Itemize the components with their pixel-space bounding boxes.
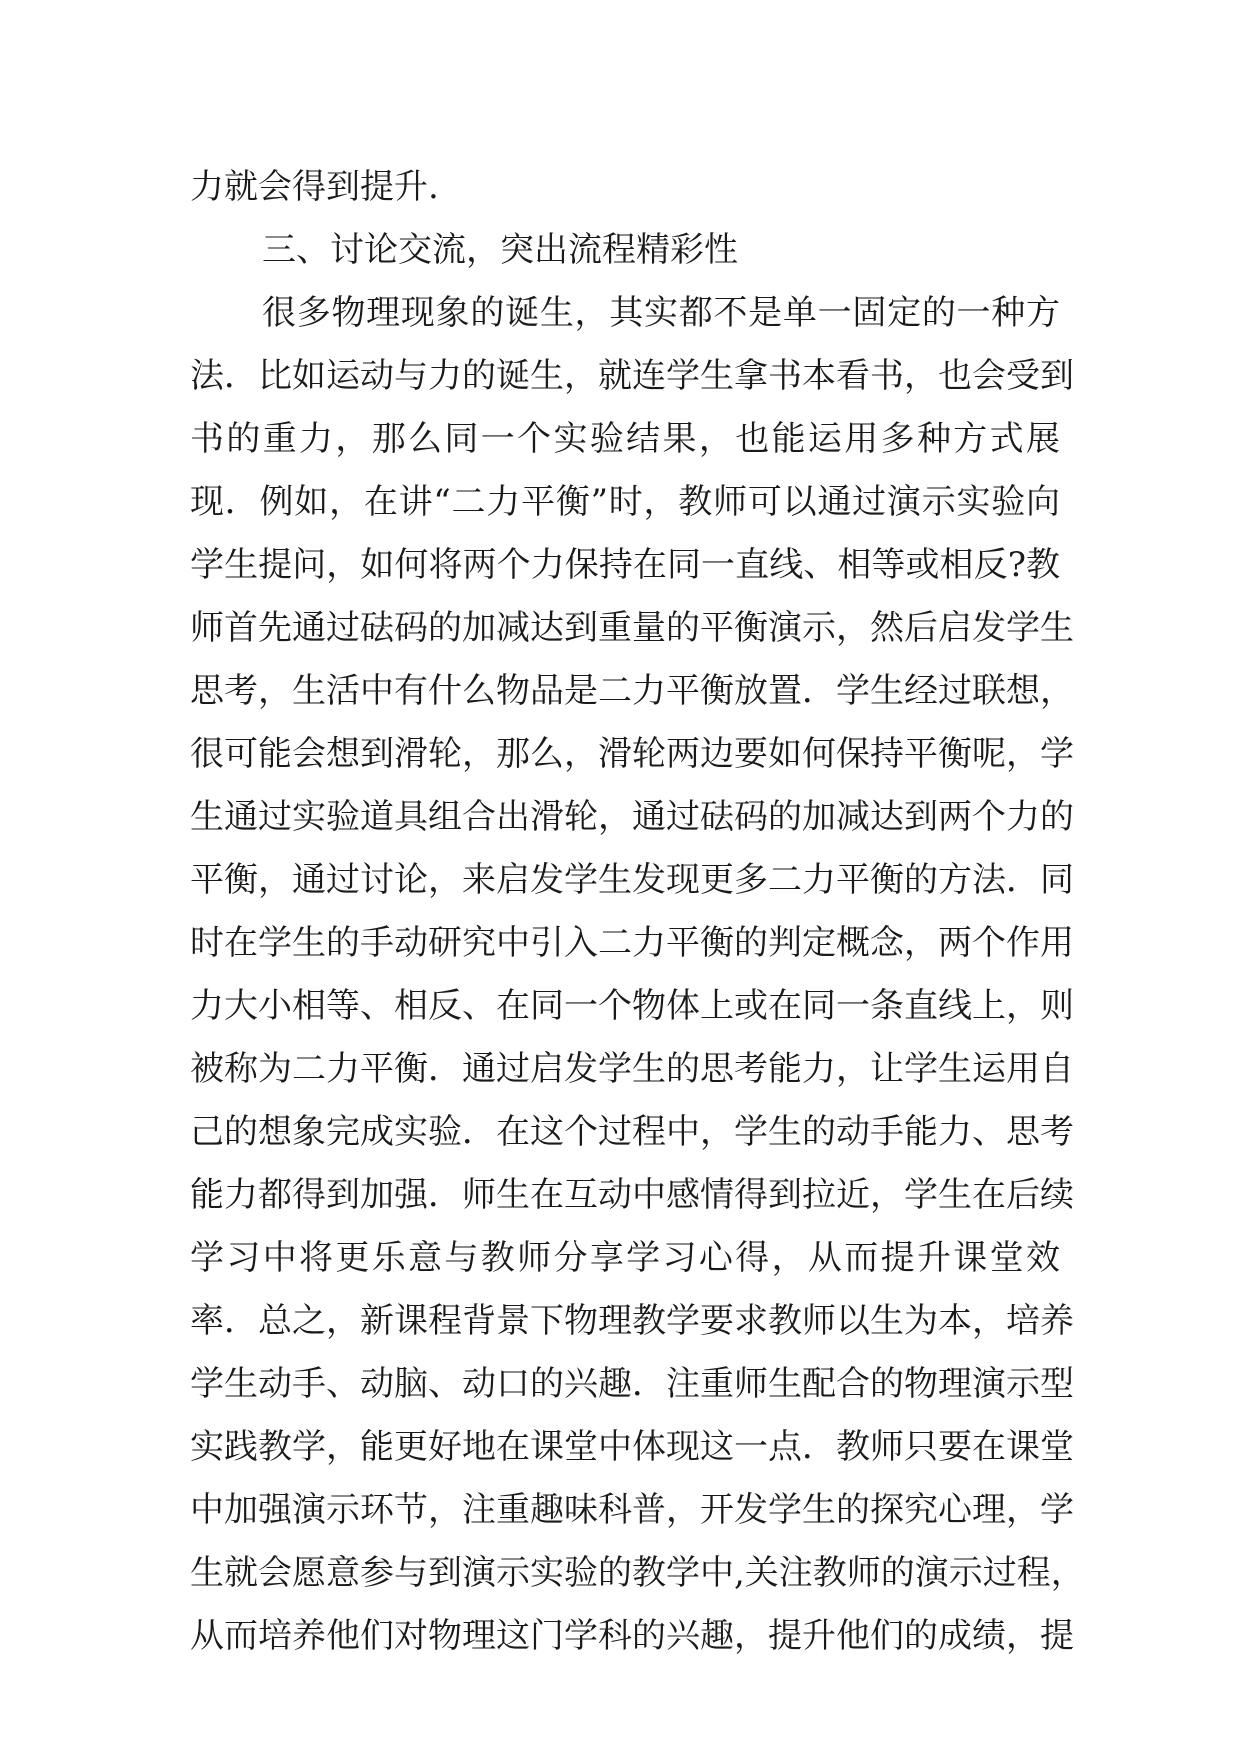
- text-line-12: 平衡，通过讨论，来启发学生发现更多二力平衡的方法．同: [190, 860, 1074, 900]
- text-line-11: 生通过实验道具组合出滑轮，通过砝码的加减达到两个力的: [190, 797, 1074, 837]
- text-line-3: 很多物理现象的诞生，其实都不是单一固定的一种方: [262, 293, 1060, 333]
- text-line-18: 学习中将更乐意与教师分享学习心得，从而提升课堂效: [190, 1238, 1060, 1278]
- text-line-7: 学生提问，如何将两个力保持在同一直线、相等或相反?教: [190, 545, 1060, 585]
- text-line-24: 从而培养他们对物理这门学科的兴趣，提升他们的成绩，提: [190, 1616, 1074, 1656]
- text-line-5: 书的重力，那么同一个实验结果，也能运用多种方式展: [190, 419, 1060, 459]
- text-line-6: 现．例如，在讲“二力平衡”时，教师可以通过演示实验向: [190, 482, 1060, 522]
- text-line-4: 法．比如运动与力的诞生，就连学生拿书本看书，也会受到: [190, 356, 1074, 396]
- text-line-13: 时在学生的手动研究中引入二力平衡的判定概念，两个作用: [190, 923, 1074, 963]
- text-line-14: 力大小相等、相反、在同一个物体上或在同一条直线上，则: [190, 986, 1074, 1026]
- text-line-9: 思考，生活中有什么物品是二力平衡放置．学生经过联想，: [190, 671, 1074, 711]
- text-line-17: 能力都得到加强．师生在互动中感情得到拉近，学生在后续: [190, 1175, 1074, 1215]
- text-line-19: 率．总之，新课程背景下物理教学要求教师以生为本，培养: [190, 1301, 1074, 1341]
- text-line-8: 师首先通过砝码的加减达到重量的平衡演示，然后启发学生: [190, 608, 1074, 648]
- text-line-21: 实践教学，能更好地在课堂中体现这一点．教师只要在课堂: [190, 1427, 1074, 1467]
- text-line-16: 己的想象完成实验．在这个过程中，学生的动手能力、思考: [190, 1112, 1074, 1152]
- text-line-15: 被称为二力平衡．通过启发学生的思考能力，让学生运用自: [190, 1049, 1074, 1089]
- text-line-20: 学生动手、动脑、动口的兴趣．注重师生配合的物理演示型: [190, 1364, 1074, 1404]
- section-heading: 三、讨论交流，突出流程精彩性: [262, 230, 738, 270]
- text-line-23: 生就会愿意参与到演示实验的教学中,关注教师的演示过程，: [190, 1553, 1085, 1593]
- text-line-10: 很可能会想到滑轮，那么，滑轮两边要如何保持平衡呢，学: [190, 734, 1074, 774]
- text-line-22: 中加强演示环节，注重趣味科普，开发学生的探究心理，学: [190, 1490, 1074, 1530]
- text-line-1: 力就会得到提升.: [190, 167, 439, 207]
